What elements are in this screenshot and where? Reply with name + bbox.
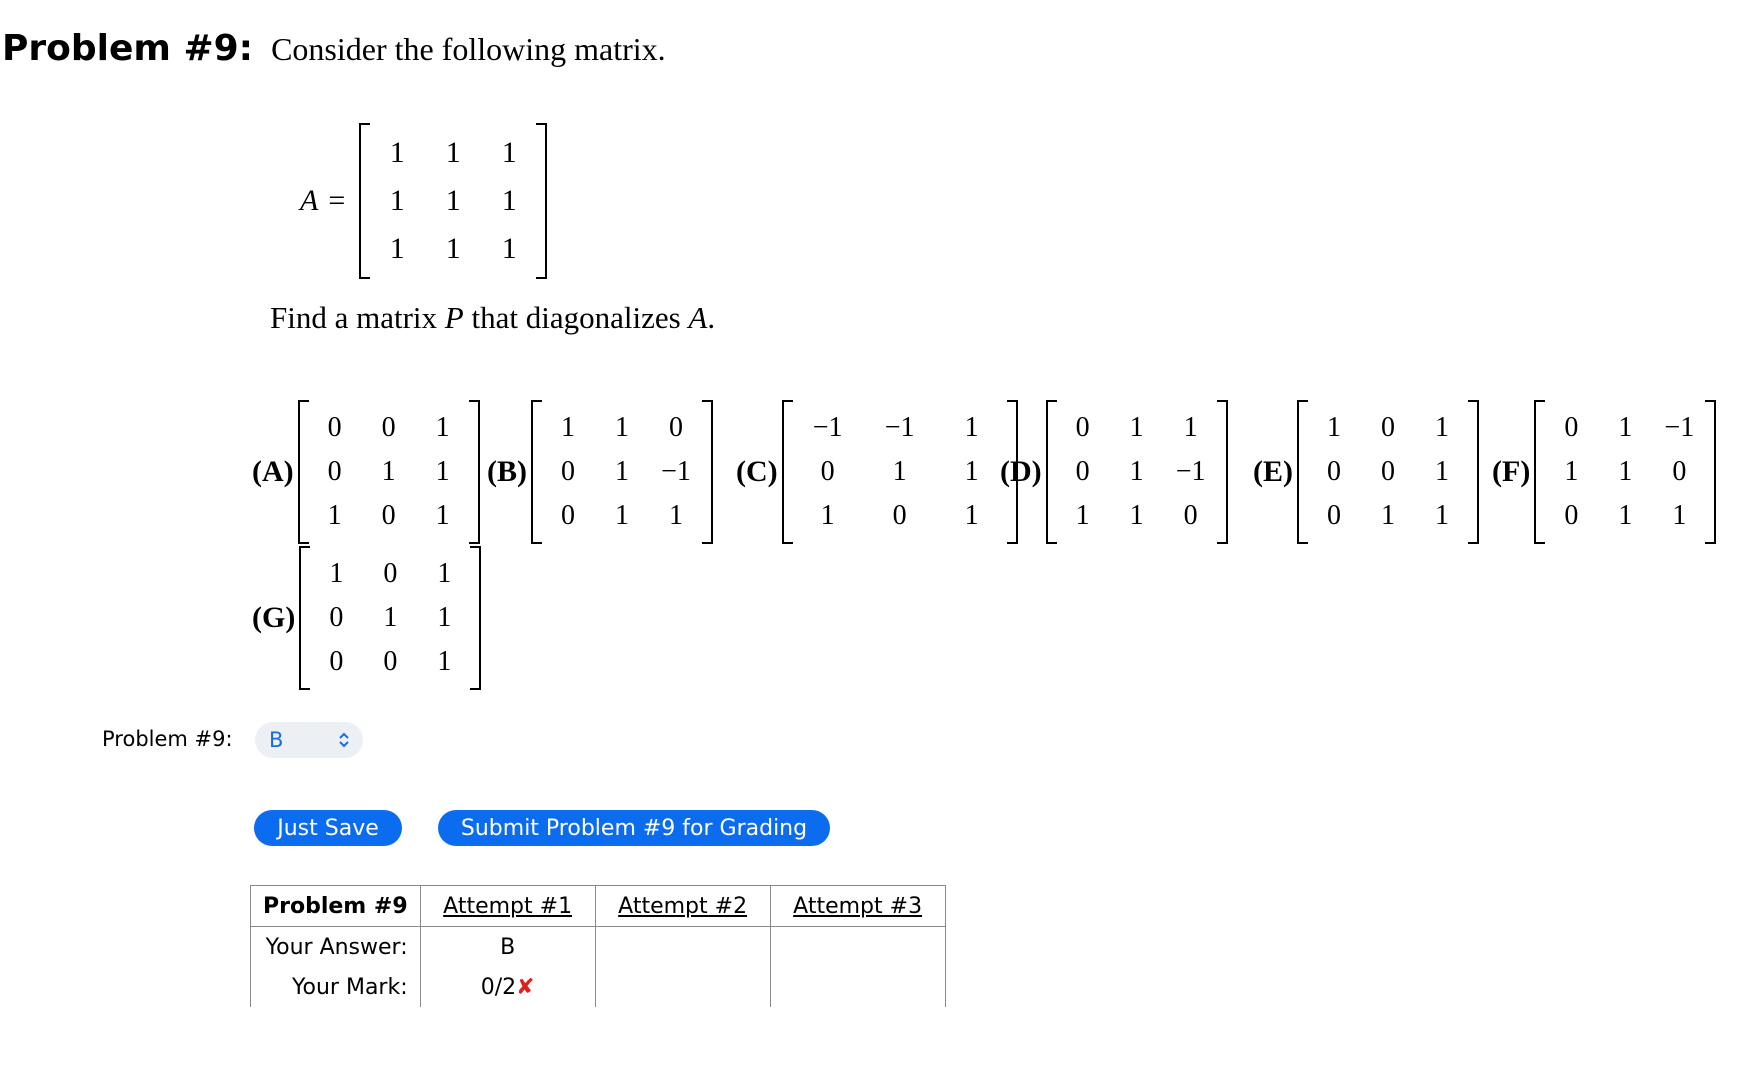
matrix-cell: 0 [1075, 456, 1090, 487]
attempts-table [250, 885, 946, 1007]
option-a [252, 400, 480, 544]
equals-sign: = [328, 184, 346, 217]
matrix-cell: 1 [435, 500, 450, 531]
mark-attempt-1 [420, 967, 595, 1007]
option-e [1253, 400, 1479, 544]
matrix-cell: 1 [437, 646, 452, 677]
matrix-cell: 1 [1618, 500, 1633, 531]
matrix-cell: 0 [1183, 500, 1198, 531]
option-matrix [782, 400, 1018, 544]
matrix-cell: 1 [964, 500, 979, 531]
option-matrix [1534, 400, 1716, 544]
matrix-cell: 0 [381, 500, 396, 531]
matrix-cell: 0 [381, 412, 396, 443]
matrix-cell: 1 [615, 456, 629, 487]
matrix-cell: 1 [1129, 412, 1144, 443]
table-header-problem: Problem #9 [251, 886, 421, 927]
find-var-a: A [688, 300, 708, 335]
matrix-cell: 1 [1435, 456, 1449, 487]
matrix-cell: 1 [820, 500, 835, 531]
matrix-cell: 0 [329, 646, 344, 677]
find-var-p: P [444, 300, 464, 335]
option-label: (E) [1253, 455, 1293, 488]
matrix-cell: 0 [820, 456, 835, 487]
matrix-cell: 1 [1327, 412, 1341, 443]
matrix-cell: 1 [437, 602, 452, 633]
matrix-cell: 1 [1129, 500, 1144, 531]
answer-attempt-3 [770, 927, 945, 968]
matrix-cell: 1 [892, 456, 907, 487]
answer-select[interactable] [255, 722, 363, 758]
option-f [1492, 400, 1716, 544]
option-matrix [531, 400, 713, 544]
matrix-a-label: A [300, 184, 319, 217]
matrix-cell: 1 [501, 136, 517, 169]
matrix-cell: 1 [1381, 500, 1395, 531]
matrix-cell: 1 [615, 412, 629, 443]
matrix-cell: 0 [1075, 412, 1090, 443]
matrix-cell: 0 [1327, 456, 1341, 487]
matrix-cell: 0 [1381, 456, 1395, 487]
option-c [736, 400, 1018, 544]
matrix-cell: 0 [1564, 500, 1579, 531]
answer-attempt-2 [595, 927, 770, 968]
option-label: (B) [487, 455, 527, 488]
chevron-up-down-icon [337, 728, 351, 753]
matrix-cell: 0 [383, 646, 398, 677]
matrix-cell: 0 [1327, 500, 1341, 531]
option-matrix [299, 546, 481, 690]
just-save-button[interactable]: Just Save [254, 810, 402, 846]
matrix-cell: 1 [435, 412, 450, 443]
attempt-3-link[interactable]: Attempt #3 [770, 886, 945, 927]
option-b [487, 400, 713, 544]
matrix-cell: 1 [1618, 412, 1633, 443]
option-label: (F) [1492, 455, 1531, 488]
matrix-cell: 1 [501, 232, 517, 265]
submit-grading-button[interactable]: Submit Problem #9 for Grading [438, 810, 830, 846]
matrix-cell: −1 [812, 412, 843, 443]
matrix-cell: 1 [1075, 500, 1090, 531]
matrix-cell: 1 [1564, 456, 1579, 487]
your-mark-label: Your Mark: [251, 967, 421, 1007]
option-matrix [1046, 400, 1228, 544]
matrix-cell: 0 [1381, 412, 1395, 443]
attempt-2-link[interactable]: Attempt #2 [595, 886, 770, 927]
matrix-cell: 1 [445, 232, 461, 265]
problem-heading [2, 28, 666, 78]
problem-number: Problem #9: [2, 28, 254, 69]
matrix-cell: 1 [1435, 500, 1449, 531]
matrix-cell: 0 [892, 500, 907, 531]
matrix-cell: 1 [1672, 500, 1687, 531]
matrix-cell: 0 [327, 456, 342, 487]
matrix-a [359, 123, 547, 279]
matrix-cell: −1 [1664, 412, 1695, 443]
mark-attempt-3 [770, 967, 945, 1007]
option-label: (G) [252, 601, 296, 634]
find-prefix: Find a matrix [270, 300, 438, 335]
matrix-cell: 0 [1672, 456, 1687, 487]
matrix-cell: 1 [381, 456, 396, 487]
matrix-cell: 0 [327, 412, 342, 443]
matrix-cell: 1 [383, 602, 398, 633]
problem-intro: Consider the following matrix. [271, 31, 666, 67]
matrix-cell: 1 [501, 184, 517, 217]
find-instruction [270, 300, 715, 336]
matrix-cell: 1 [389, 232, 405, 265]
matrix-cell: 1 [1435, 412, 1449, 443]
matrix-cell: 1 [615, 500, 629, 531]
option-matrix [298, 400, 480, 544]
answer-label: Problem #9: [102, 727, 233, 751]
find-middle: that diagonalizes [471, 300, 681, 335]
option-g [252, 546, 481, 690]
matrix-cell: 1 [435, 456, 450, 487]
matrix-cell: 1 [1183, 412, 1198, 443]
option-d [1000, 400, 1228, 544]
matrix-cell: 1 [669, 500, 683, 531]
matrix-cell: 1 [1129, 456, 1144, 487]
matrix-cell: 1 [329, 558, 344, 589]
matrix-cell: 1 [327, 500, 342, 531]
matrix-cell: 1 [389, 136, 405, 169]
matrix-cell: 1 [1618, 456, 1633, 487]
matrix-cell: 1 [389, 184, 405, 217]
matrix-a-equation [300, 123, 547, 279]
matrix-cell: 1 [964, 412, 979, 443]
selected-value: B [269, 728, 284, 752]
option-label: (D) [1000, 455, 1042, 488]
matrix-cell: 0 [561, 500, 575, 531]
matrix-cell: 1 [437, 558, 452, 589]
mark-attempt-2 [595, 967, 770, 1007]
option-label: (C) [736, 455, 778, 488]
matrix-cell: 0 [383, 558, 398, 589]
matrix-cell: −1 [661, 456, 691, 487]
matrix-cell: 1 [964, 456, 979, 487]
wrong-x-icon: ✘ [516, 974, 535, 1000]
matrix-cell: −1 [1175, 456, 1206, 487]
matrix-cell: 0 [669, 412, 683, 443]
attempt-1-link[interactable]: Attempt #1 [420, 886, 595, 927]
matrix-cell: 0 [329, 602, 344, 633]
matrix-cell: −1 [884, 412, 915, 443]
matrix-cell: 1 [561, 412, 575, 443]
find-suffix: . [707, 300, 716, 335]
option-label: (A) [252, 455, 294, 488]
matrix-cell: 0 [561, 456, 575, 487]
matrix-cell: 1 [445, 136, 461, 169]
matrix-cell: 1 [445, 184, 461, 217]
your-answer-label: Your Answer: [251, 927, 421, 968]
matrix-cell: 0 [1564, 412, 1579, 443]
answer-attempt-1: B [420, 927, 595, 968]
mark-value: 0/2 [480, 974, 517, 1000]
option-matrix [1297, 400, 1479, 544]
